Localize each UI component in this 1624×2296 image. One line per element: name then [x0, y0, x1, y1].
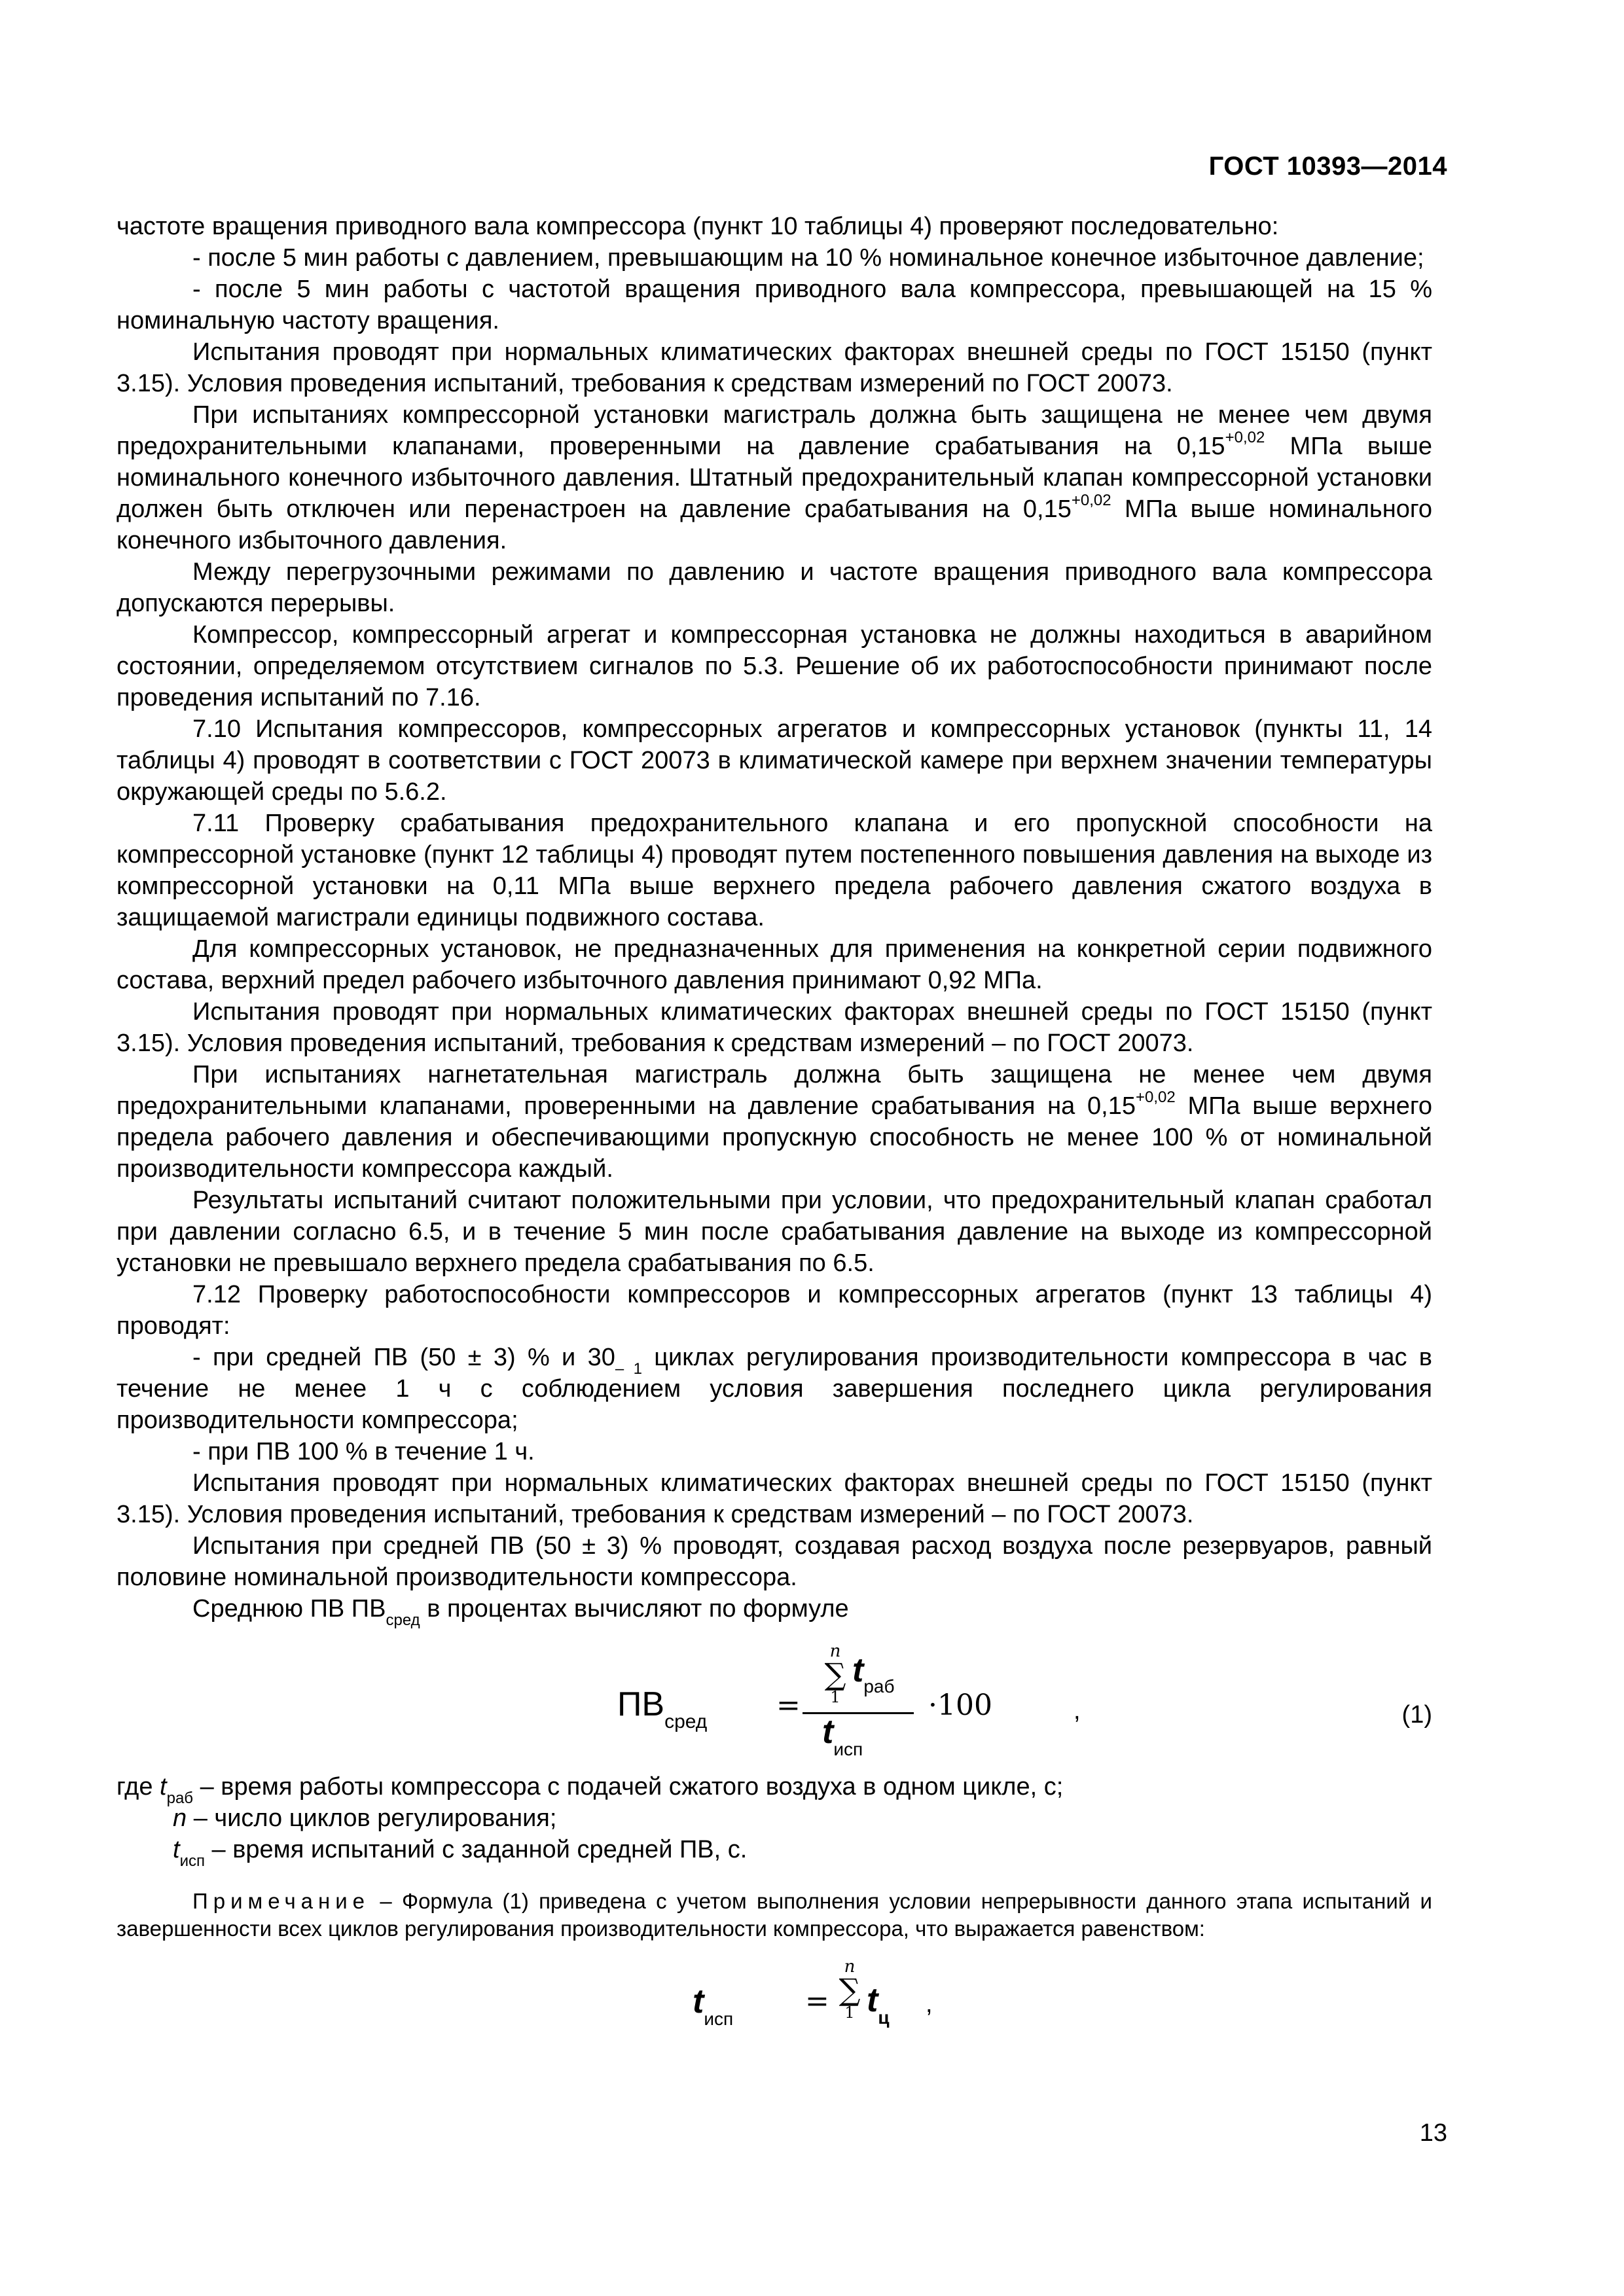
text-run: МПа выше номинального конечного избыточного давления. Штатный предохранительный клапан компрессорной установки должен быть отключен или перенастроен на давление срабатывания на 0,15 — [117, 433, 1433, 523]
list-item: - после 5 мин работы с давлением, превышающим на 10 % номинальное конечное избыточное давление; — [192, 244, 1424, 272]
text-subscript: сред — [386, 1611, 420, 1629]
note-text: – Формула (1) приведена с учетом выполнения условии непрерывности данного этапа испытаний и завершенности всех циклов регулирования производительности компрессора, что выражается равенством: — [117, 1889, 1432, 1941]
note — [117, 1888, 1432, 1943]
text-run: При испытаниях компрессорной установки магистраль должна быть защищена не менее чем двумя предохранительными клапанами, проверенными на давление срабатывания на 0,15 — [117, 401, 1432, 460]
formula-1 — [117, 1634, 1432, 1765]
formula-2 — [117, 1946, 1432, 2045]
page-body — [117, 211, 1432, 2045]
variable-symbol: t — [867, 1981, 878, 2019]
paragraph: частоте вращения приводного вала компрессора (пункт 10 таблицы 4) проверяют последовательно: — [117, 213, 1279, 240]
denominator-variable — [822, 1713, 863, 1760]
formula-lhs-subscript: сред — [664, 1711, 708, 1733]
paragraph: Результаты испытаний считают положительными при условии, что предохранительный клапан сработал при давлении согласно 6.5, и в течение 5 мин после срабатывания давление на выходе из компрессорной установки не превышало верхнего предела срабатывания по 6.5. — [117, 1187, 1432, 1277]
paragraph: Испытания при средней ПВ (50 ± 3) % проводят, создавая расход воздуха после резервуаров, равный половине номинальной производительности компрессора. — [117, 1532, 1432, 1591]
paragraph: Испытания проводят при нормальных климатических факторах внешней среды по ГОСТ 15150 (пункт 3.15). Условия проведения испытаний, требования к средствам измерений по ГОСТ 20073. — [117, 338, 1432, 397]
formula-comma: , — [1074, 1697, 1081, 1725]
text-run: в процентах вычисляют по формуле — [420, 1595, 849, 1623]
equals-sign: = — [805, 1984, 829, 2018]
summation — [822, 1643, 848, 1706]
page-number: 13 — [1419, 2119, 1447, 2147]
definition-text: – число циклов регулирования; — [187, 1804, 557, 1832]
tolerance-superscript: +0,02 — [1135, 1088, 1176, 1107]
formula-number: (1) — [1401, 1701, 1432, 1729]
variable-symbol: t — [173, 1836, 180, 1863]
paragraph: 7.10 Испытания компрессоров, компрессорных агрегатов и компрессорных установок (пункты 11, 14 таблицы 4) проводят в соответствии с ГОСТ 20073 в климатической камере при верхнем значении температуры окружающей среды по 5.6.2. — [117, 715, 1432, 806]
variable-symbol: n — [173, 1804, 187, 1832]
summation-upper-limit: n — [829, 1641, 841, 1661]
note-label: Примечание — [192, 1889, 370, 1913]
text-run: Среднюю ПВ ПВ — [192, 1595, 386, 1623]
definition-line — [117, 1834, 1432, 1870]
variable-subscript: исп — [179, 1852, 205, 1870]
variable-symbol: t — [693, 1982, 704, 2020]
variable-subscript: исп — [833, 1739, 863, 1760]
summation-lower-limit: 1 — [830, 1688, 840, 1706]
tolerance-subscript: – 1 — [615, 1359, 642, 1378]
summation — [837, 1958, 863, 2021]
tolerance-superscript: +0,02 — [1225, 429, 1265, 447]
text-run: МПа выше номинального конечного избыточного давления. — [117, 495, 1432, 554]
multiplier: ·100 — [928, 1689, 992, 1722]
numerator-variable — [852, 1651, 895, 1697]
summation-upper-limit: n — [844, 1957, 856, 1977]
summation-sign: ∑ — [839, 1972, 861, 2007]
tolerance-superscript: +0,02 — [1071, 492, 1111, 510]
variable-subscript: исп — [704, 2009, 734, 2030]
text-run: - при средней ПВ (50 ± 3) % и 30 — [192, 1344, 615, 1371]
definition-line — [117, 1771, 1432, 1807]
variable-symbol: t — [822, 1713, 834, 1751]
formula-lhs — [693, 1982, 734, 2030]
formula-lhs — [617, 1685, 708, 1733]
paragraph: 7.12 Проверку работоспособности компрессоров и компрессорных агрегатов (пункт 13 таблицы 4) проводят: — [117, 1281, 1432, 1340]
text-run: МПа выше верхнего предела рабочего давления и обеспечивающими пропускную способность не менее 100 % от номинальной производительности компрессора каждый. — [117, 1092, 1432, 1183]
paragraph — [117, 399, 1432, 556]
list-item: - после 5 мин работы с частотой вращения приводного вала компрессора, превышающей на 15 % номинальную частоту вращения. — [117, 276, 1432, 334]
paragraph: 7.11 Проверку срабатывания предохранительного клапана и его пропускной способности на компрессорной установке (пункт 12 таблицы 4) проводят путем постепенного повышения давления на выходе из компрессорной установки на 0,11 МПа выше верхнего предела рабочего давления сжатого воздуха в защищаемой магистрали единицы подвижного состава. — [117, 810, 1432, 931]
variable-symbol: t — [852, 1651, 864, 1689]
summation-sign: ∑ — [824, 1657, 846, 1692]
text-run: циклах регулирования производительности компрессора в час в течение не менее 1 ч с соблюдением условия завершения последнего цикла регулирования производительности компрессора; — [117, 1344, 1432, 1434]
paragraph: Испытания проводят при нормальных климатических факторах внешней среды по ГОСТ 15150 (пункт 3.15). Условия проведения испытаний, требования к средствам измерений – по ГОСТ 20073. — [117, 998, 1432, 1057]
fraction — [803, 1634, 927, 1765]
text-run: При испытаниях нагнетательная магистраль должна быть защищена не менее чем двумя предохранительными клапанами, проверенными на давление срабатывания на 0,15 — [117, 1061, 1432, 1120]
fraction-bar — [803, 1712, 914, 1714]
list-item: - при ПВ 100 % в течение 1 ч. — [192, 1438, 535, 1465]
list-item — [117, 1342, 1432, 1436]
variable-subscript: раб — [166, 1789, 194, 1807]
standard-title: ГОСТ 10393—2014 — [1208, 152, 1447, 181]
variable-subscript: ц — [878, 2007, 890, 2028]
paragraph: Компрессор, компрессорный агрегат и компрессорная установка не должны находиться в аварийном состоянии, определяемом отсутствием сигналов по 5.3. Решение об их работоспособности принимают после проведения испытаний по 7.16. — [117, 621, 1432, 711]
where-word: где — [117, 1773, 153, 1801]
paragraph: Для компрессорных установок, не предназначенных для применения на конкретной серии подвижного состава, верхний предел рабочего избыточного давления принимают 0,92 МПа. — [117, 935, 1432, 994]
formula-comma: , — [926, 1990, 933, 2018]
definition-text: – время испытаний с заданной средней ПВ, с. — [204, 1836, 748, 1863]
paragraph: Испытания проводят при нормальных климатических факторах внешней среды по ГОСТ 15150 (пункт 3.15). Условия проведения испытаний, требования к средствам измерений – по ГОСТ 20073. — [117, 1469, 1432, 1528]
definition-line — [117, 1803, 1432, 1834]
equals-sign: = — [776, 1689, 801, 1722]
variable-symbol: t — [160, 1773, 167, 1801]
variable-definitions — [117, 1771, 1432, 1870]
paragraph — [117, 1593, 1432, 1629]
variable-subscript: раб — [863, 1676, 895, 1697]
formula-lhs-symbol: ПВ — [617, 1685, 665, 1723]
summation-lower-limit: 1 — [844, 2003, 855, 2022]
paragraph — [117, 1059, 1432, 1185]
paragraph: Между перегрузочными режимами по давлению и частоте вращения приводного вала компрессора допускаются перерывы. — [117, 558, 1432, 617]
formula-rhs — [867, 1981, 890, 2028]
definition-text: – время работы компрессора с подачей сжатого воздуха в одном цикле, с; — [193, 1773, 1064, 1801]
